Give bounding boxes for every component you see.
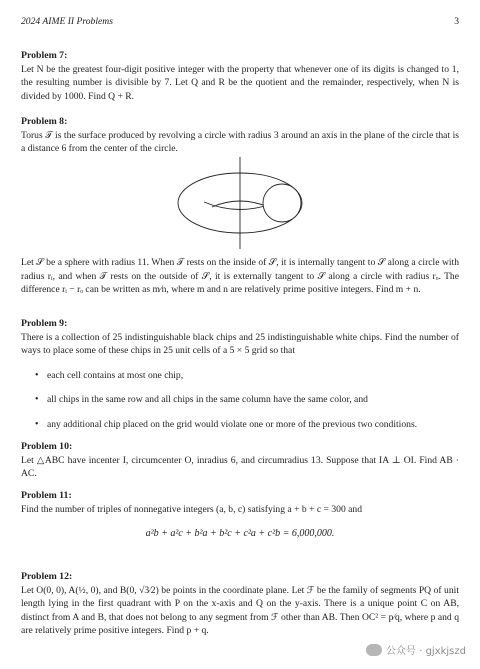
problem-7-text: Let N be the greatest four-digit positive integer with the property that whenever one of its digits is changed to 1, the resulting number is divisible by 7. Let Q and R be the quotient and the remainder, respectively, when N is divided by 1000. Find Q + R. — [21, 63, 459, 102]
torus-diagram — [170, 155, 320, 251]
problem-12-text: Let O(0, 0), A(½, 0), and B(0, √3⁄2) be points in the coordinate plane. Let ℱ be the family of segments PQ of unit length lying in the first quadrant with P on the x-axis and Q on the y-axis. There is a unique point C on AB, distinct from A and B, that does not belong to any segment from ℱ other than AB. Then OC² = p⁄q, where p and q are relatively prime positive integers. Find p + q. — [21, 584, 459, 637]
problem-9-bullet: • all chips in the same row and all chips in the same column have the same color, and — [21, 393, 459, 407]
watermark-text: 公众号 · gjxkjszd — [386, 646, 466, 657]
header-title: 2024 AIME II Problems — [21, 16, 113, 27]
problem-8-continued — [21, 256, 459, 297]
problem-9-bullet: • each cell contains at most one chip, — [21, 369, 459, 383]
problem-7 — [21, 49, 459, 103]
problem-10-title: Problem 10: — [21, 441, 73, 452]
page-number: 3 — [454, 16, 459, 27]
problem-7-title: Problem 7: — [21, 50, 68, 61]
watermark — [366, 642, 466, 657]
wechat-icon — [366, 644, 382, 656]
problem-12-title: Problem 12: — [21, 571, 73, 582]
problem-11 — [21, 489, 459, 541]
problem-11-equation: a²b + a²c + b²a + b²c + c²a + c²b = 6,000,000. — [145, 528, 335, 540]
problem-11-title: Problem 11: — [21, 490, 72, 501]
problem-9 — [21, 317, 459, 432]
problem-11-text: Find the number of triples of nonnegative integers (a, b, c) satisfying a + b + c = 300 and — [21, 503, 363, 515]
problem-8-text-1: Torus 𝒯 is the surface produced by revolving a circle with radius 3 around an axis in the plane of the circle that is a distance 6 from the center of the circle. — [21, 129, 459, 155]
problem-10 — [21, 440, 459, 481]
problem-8-title: Problem 8: — [21, 116, 68, 127]
problem-8-text-2: Let 𝒮 be a sphere with radius 11. When 𝒯 rests on the inside of 𝒮, it is internally tangent to 𝒮 along a circle with radius rᵢ, and when 𝒯 rests on the outside of 𝒮, it is externally tangent to 𝒮 along a circle with radius rₒ. The difference rᵢ − rₒ can be written as m⁄n, where m and n are relatively prime positive integers. Find m + n. — [21, 257, 459, 296]
page-header — [21, 16, 459, 27]
problem-10-text: Let △ABC have incenter I, circumcenter O, inradius 6, and circumradius 13. Suppose that IA ⊥ OI. Find AB · AC. — [21, 454, 459, 480]
problem-9-text: There is a collection of 25 indistinguishable black chips and 25 indistinguishable white chips. Find the number of ways to place some of these chips in 25 unit cells of a 5 × 5 grid so that — [21, 331, 459, 357]
problem-9-title: Problem 9: — [21, 318, 68, 329]
problem-9-bullet: • any additional chip placed on the grid would violate one or more of the previous two conditions. — [21, 418, 459, 432]
problem-8 — [21, 115, 459, 156]
generating-circle — [263, 184, 301, 222]
problem-12 — [21, 570, 459, 638]
